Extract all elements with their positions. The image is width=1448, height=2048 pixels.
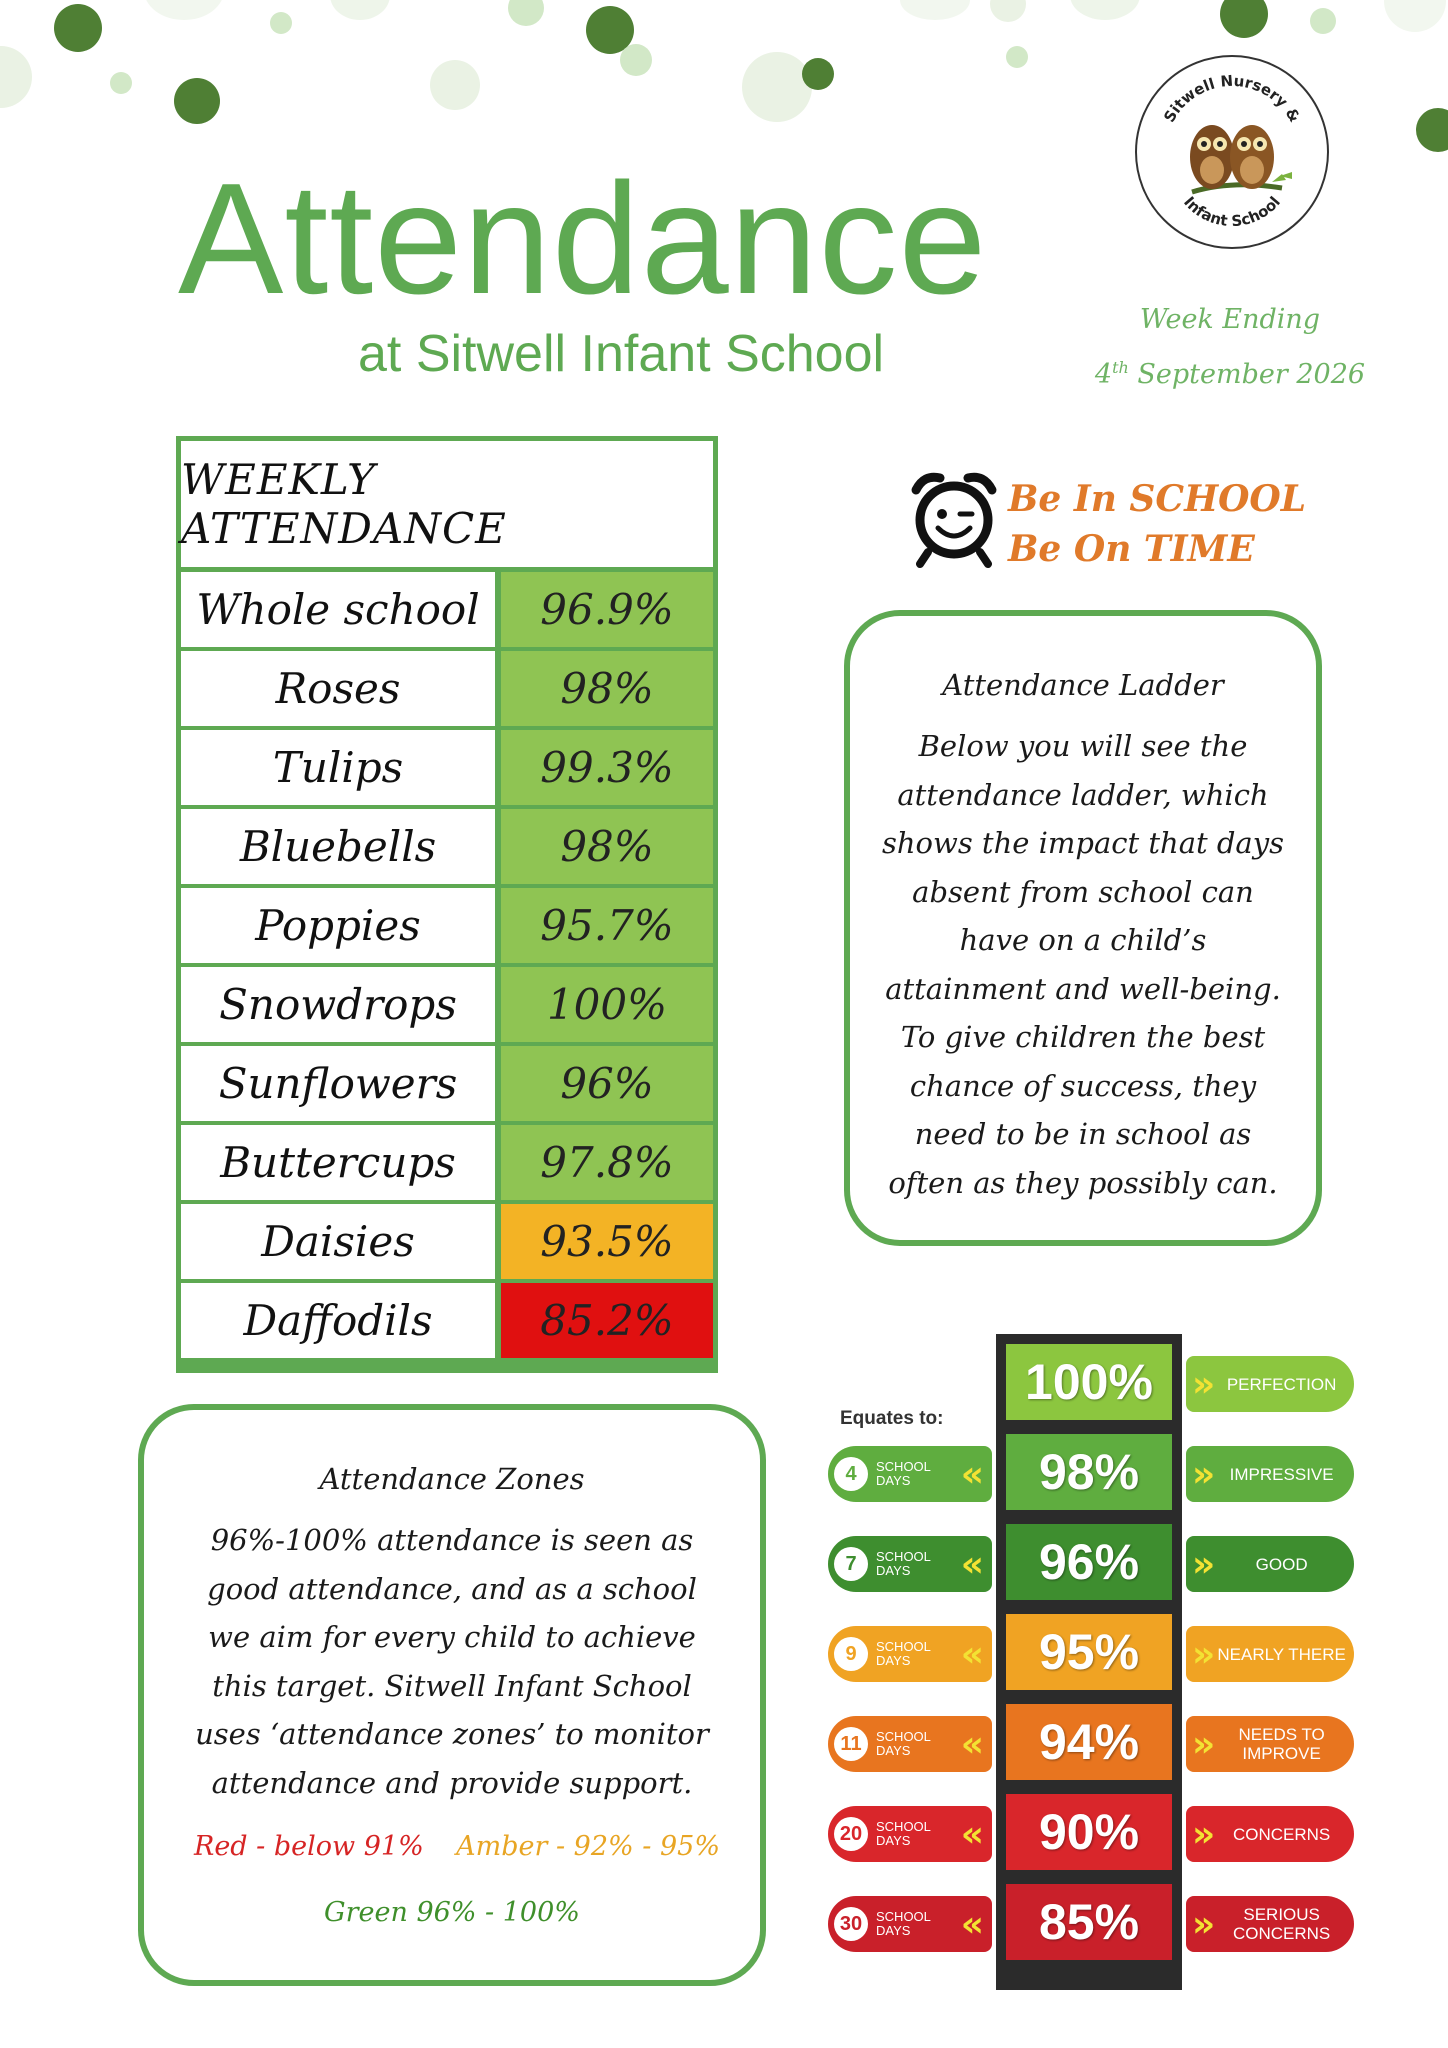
days-count: 30 [834,1907,868,1941]
ladder-rating-tag [1186,1716,1354,1772]
class-name: Daisies [181,1204,495,1279]
class-attendance-value: 98% [501,651,713,726]
chevron-left-icon: « [960,1723,984,1765]
decor-dot [430,60,480,110]
attendance-ladder-graphic [800,1330,1360,1990]
class-attendance-value: 93.5% [501,1204,713,1279]
class-name: Whole school [181,572,495,647]
class-name: Poppies [181,888,495,963]
weekly-row [181,888,713,963]
days-count: 11 [834,1727,868,1761]
decor-dot [1416,108,1448,152]
weekly-attendance-heading: WEEKLY ATTENDANCE [181,441,713,567]
weekly-row [181,809,713,884]
weekly-row [181,572,713,647]
ladder-rung [800,1614,1360,1690]
class-attendance-value: 97.8% [501,1125,713,1200]
chevron-left-icon: « [960,1903,984,1945]
school-days-label: SCHOOL DAYS [876,1729,931,1758]
be-in-school-line-2: Be On TIME [1008,528,1255,570]
chevron-right-icon: » [1192,1363,1216,1405]
ladder-days-tag [828,1536,992,1592]
ladder-percentage: 94% [1006,1704,1172,1780]
ladder-rung [800,1344,1360,1420]
class-name: Roses [181,651,495,726]
be-in-school-text [1008,474,1306,574]
ladder-days-tag [828,1626,992,1682]
days-count: 4 [834,1457,868,1491]
attendance-zones-heading: Attendance Zones [319,1462,585,1496]
ladder-days-tag [828,1896,992,1952]
decor-dot [1384,0,1446,32]
decor-dot [174,78,220,124]
be-in-school-banner [906,466,1307,576]
decor-dot [508,0,544,26]
chevron-right-icon: » [1192,1723,1216,1765]
chevron-right-icon: » [1192,1813,1216,1855]
weekly-row [181,1046,713,1121]
decor-dot [1006,46,1028,68]
zone-green-label: Green 96% - 100% [324,1897,580,1928]
alarm-clock-icon [906,468,1002,568]
class-attendance-value: 98% [501,809,713,884]
attendance-ladder-panel [844,610,1322,1246]
weekly-row [181,967,713,1042]
decor-dot [900,0,970,20]
zone-red-label: Red - below 91% [194,1831,424,1862]
weekly-row [181,1125,713,1200]
week-day-suffix: th [1112,358,1129,377]
chevron-right-icon: » [1192,1633,1216,1675]
chevron-left-icon: « [960,1813,984,1855]
weekly-row [181,730,713,805]
ladder-rung [800,1434,1360,1510]
ladder-rating-word: CONCERNS [1232,1824,1331,1844]
school-days-label: SCHOOL DAYS [876,1459,931,1488]
class-attendance-value: 96% [501,1046,713,1121]
week-ending-label: Week Ending [1139,304,1321,335]
class-attendance-value: 99.3% [501,730,713,805]
attendance-zones-body: 96%-100% attendance is seen as good attendance, and as a school we aim for every child to achieve this target. Sitwell Infant School uses ‘attendance zones’ to monitor attendance and provide support. [195,1523,709,1800]
ladder-rating-word: NEEDS TO IMPROVE [1238,1725,1325,1763]
school-days-label: SCHOOL DAYS [876,1819,931,1848]
ladder-percentage: 96% [1006,1524,1172,1600]
class-name: Bluebells [181,809,495,884]
ladder-rating-tag [1186,1446,1354,1502]
ladder-rung [800,1884,1360,1960]
ladder-rating-tag [1186,1626,1354,1682]
ladder-rung [800,1524,1360,1600]
chevron-left-icon: « [960,1453,984,1495]
class-attendance-value: 96.9% [501,572,713,647]
chevron-left-icon: « [960,1543,984,1585]
class-name: Daffodils [181,1283,495,1358]
logo-bottom-text: Infant School [1180,193,1284,231]
decor-dot [110,72,132,94]
decor-dot [742,52,812,122]
ladder-rating-tag [1186,1356,1354,1412]
ladder-days-tag [828,1716,992,1772]
decor-dot [54,4,102,52]
school-days-label: SCHOOL DAYS [876,1549,931,1578]
weekly-attendance-table [176,436,718,1373]
zone-amber-label: Amber - 92% - 95% [456,1831,720,1862]
ladder-percentage: 95% [1006,1614,1172,1690]
attendance-ladder-body: Below you will see the attendance ladder, which shows the impact that days absent from school can have on a child’s attainment and well-being. To give children the best chance of success, they need to be in school as often as they possibly can. [881,729,1284,1200]
days-count: 9 [834,1637,868,1671]
decor-dot [802,58,834,90]
days-count: 7 [834,1547,868,1581]
decor-dot [1070,0,1140,20]
ladder-percentage: 85% [1006,1884,1172,1960]
class-attendance-value: 85.2% [501,1283,713,1358]
ladder-days-tag [828,1446,992,1502]
ladder-rating-word: IMPRESSIVE [1229,1464,1334,1484]
ladder-days-tag [828,1806,992,1862]
weekly-row [181,1283,713,1358]
ladder-rating-word: GOOD [1255,1554,1308,1574]
class-name: Sunflowers [181,1046,495,1121]
ladder-rating-word: PERFECTION [1226,1374,1337,1394]
page-title: Attendance [178,151,988,327]
decor-dot [990,0,1026,22]
ladder-rating-tag [1186,1536,1354,1592]
class-attendance-value: 100% [501,967,713,1042]
school-days-label: SCHOOL DAYS [876,1909,931,1938]
class-attendance-value: 95.7% [501,888,713,963]
decor-dot [620,44,652,76]
ladder-rating-word: NEARLY THERE [1217,1644,1346,1664]
logo-top-text: Sitwell Nursery & [1160,71,1304,126]
decor-dot [1220,0,1268,38]
days-count: 20 [834,1817,868,1851]
chevron-right-icon: » [1192,1543,1216,1585]
ladder-rung [800,1794,1360,1870]
weekly-row [181,1204,713,1279]
chevron-right-icon: » [1192,1453,1216,1495]
ladder-percentage: 90% [1006,1794,1172,1870]
week-ending [1080,296,1380,399]
ladder-rating-word: SERIOUS CONCERNS [1232,1905,1331,1943]
school-logo [1132,52,1332,252]
weekly-attendance-rows [181,572,713,1358]
class-name: Snowdrops [181,967,495,1042]
ladder-rating-tag [1186,1896,1354,1952]
decor-dot [330,0,390,20]
school-days-label: SCHOOL DAYS [876,1639,931,1668]
attendance-zones-legend [184,1827,720,1957]
class-name: Tulips [181,730,495,805]
ladder-rating-tag [1186,1806,1354,1862]
ladder-percentage: 98% [1006,1434,1172,1510]
attendance-ladder-heading: Attendance Ladder [942,668,1224,702]
be-in-school-line-1: Be In SCHOOL [1008,478,1307,520]
attendance-zones-panel [138,1404,766,1986]
page-subtitle: at Sitwell Infant School [358,325,885,383]
week-month-year: September 2026 [1137,359,1366,390]
chevron-right-icon: » [1192,1903,1216,1945]
chevron-left-icon: « [960,1633,984,1675]
decor-dot [270,12,292,34]
weekly-row [181,651,713,726]
decor-dot [144,0,224,20]
week-ending-date [1080,344,1380,399]
ladder-percentage: 100% [1006,1344,1172,1420]
equates-label: Equates to: [840,1408,944,1429]
class-name: Buttercups [181,1125,495,1200]
week-day: 4 [1094,359,1113,390]
decor-dot [0,46,32,108]
ladder-rung [800,1704,1360,1780]
decor-dot [1310,8,1336,34]
